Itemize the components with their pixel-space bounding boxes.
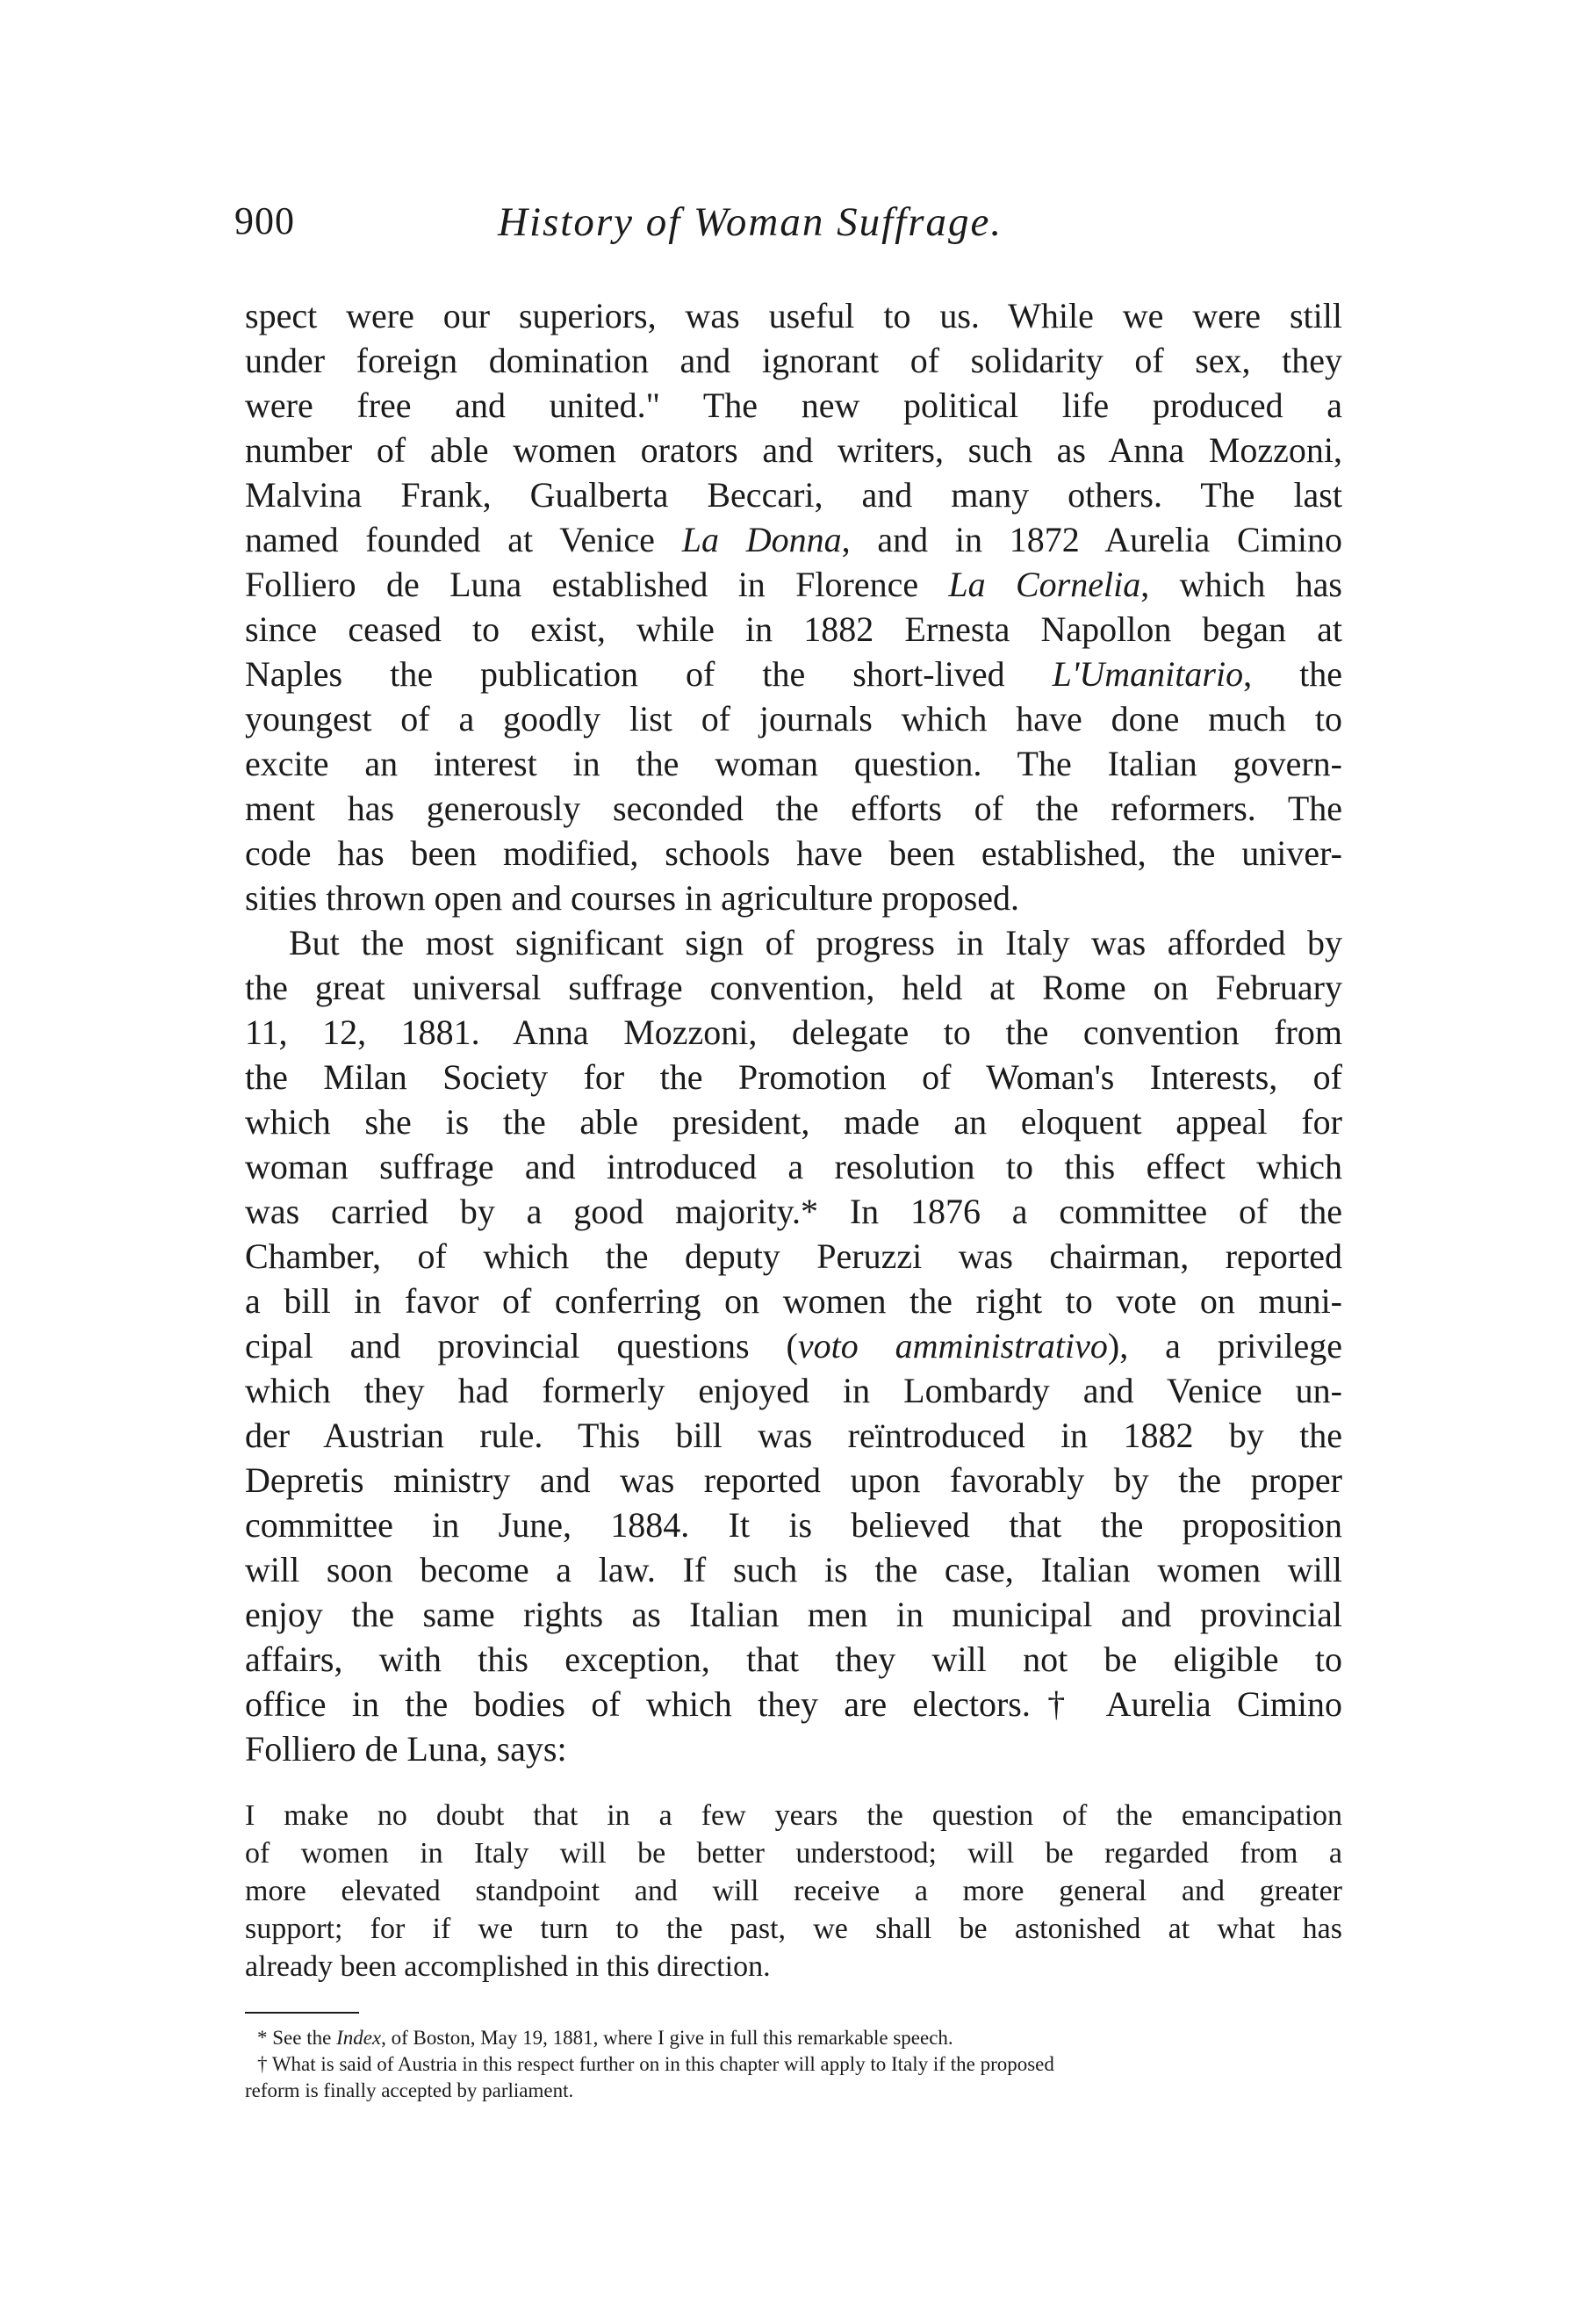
text-line: were free and united." The new political life produced a xyxy=(245,386,1342,425)
text-line xyxy=(245,517,1342,562)
footnote-text: reform is finally accepted by parliament. xyxy=(245,2079,574,2101)
text-line: But the most significant sign of progress in Italy was afforded by xyxy=(289,923,1342,962)
text-line: woman suffrage and introduced a resolution to this effect which xyxy=(245,1147,1342,1186)
page-number: 900 xyxy=(234,199,295,242)
quote-line: already been accomplished in this direction. xyxy=(245,1950,771,1983)
text-segment: Naples the publication of the short-lived xyxy=(245,654,1053,694)
quote-line: of women in Italy will be better understood; will be regarded from a xyxy=(245,1837,1342,1870)
text-segment: cipal and provincial questions ( xyxy=(245,1326,798,1366)
text-line: affairs, with this exception, that they will not be eligible to xyxy=(245,1639,1342,1679)
main-text xyxy=(245,293,1342,1771)
text-line: ment has generously seconded the efforts of the reformers. The xyxy=(245,789,1342,828)
text-line: spect were our superiors, was useful to us. While we were still xyxy=(245,296,1342,335)
text-line: enjoy the same rights as Italian men in municipal and provincial xyxy=(245,1595,1342,1634)
page-header xyxy=(234,198,1349,260)
running-title: History of Woman Suffrage. xyxy=(498,199,1003,245)
journal-title-umanitario: L'Umanitario xyxy=(1052,654,1244,694)
block-quote xyxy=(245,1797,1342,1985)
text-line: which she is the able president, made an eloquent appeal for xyxy=(245,1102,1342,1142)
text-line: code has been modified, schools have been established, the univer- xyxy=(245,833,1342,873)
text-line: was carried by a good majority.* In 1876 a committee of the xyxy=(245,1192,1342,1231)
text-line: youngest of a goodly list of journals which have done much to xyxy=(245,699,1342,739)
footnote-2-continued xyxy=(245,2078,1342,2104)
text-line: der Austrian rule. This bill was reïntroduced in 1882 by the xyxy=(245,1416,1342,1455)
footnote-divider xyxy=(245,2012,359,2014)
text-line: sities thrown open and courses in agriculture proposed. xyxy=(245,878,1020,918)
footnote-1 xyxy=(245,2025,1342,2051)
journal-title-la-donna: La Donna xyxy=(681,520,842,559)
text-line: under foreign domination and ignorant of solidarity of sex, they xyxy=(245,341,1342,380)
text-line: Chamber, of which the deputy Peruzzi was chairman, reported xyxy=(245,1236,1342,1276)
text-line xyxy=(245,652,1342,696)
text-segment: , and in 1872 Aurelia Cimino xyxy=(841,520,1342,559)
paragraph-1 xyxy=(245,293,1342,920)
footnote-text: * See the xyxy=(257,2027,337,2049)
text-segment: , the xyxy=(1243,654,1342,694)
text-line xyxy=(245,1323,1342,1368)
footnote-index-title: Index xyxy=(336,2027,382,2049)
text-line: which they had formerly enjoyed in Lombardy and Venice un- xyxy=(245,1371,1342,1410)
footnote-text: † What is said of Austria in this respect further on in this chapter will apply to Italy if the proposed xyxy=(257,2053,1054,2075)
text-line: Folliero de Luna, says: xyxy=(245,1729,567,1769)
text-line: office in the bodies of which they are electors.† Aurelia Cimino xyxy=(245,1684,1342,1724)
text-line: the Milan Society for the Promotion of Woman's Interests, of xyxy=(245,1057,1342,1097)
paragraph-2 xyxy=(245,920,1342,1771)
footnotes xyxy=(245,2025,1342,2104)
quote-line: more elevated standpoint and will receive a more general and greater xyxy=(245,1875,1342,1907)
text-line: since ceased to exist, while in 1882 Ernesta Napollon began at xyxy=(245,609,1342,649)
text-segment: named founded at Venice xyxy=(245,520,682,559)
text-line: will soon become a law. If such is the case, Italian women will xyxy=(245,1550,1342,1589)
footnote-text: , of Boston, May 19, 1881, where I give in full this remarkable speech. xyxy=(381,2027,953,2049)
journal-title-la-cornelia: La Cornelia xyxy=(948,565,1141,604)
text-line: 11, 12, 1881. Anna Mozzoni, delegate to the convention from xyxy=(245,1012,1342,1052)
text-line: excite an interest in the woman question. The Italian govern- xyxy=(245,744,1342,783)
quote-line: I make no doubt that in a few years the question of the emancipation xyxy=(245,1799,1342,1832)
text-line: the great universal suffrage convention, held at Rome on February xyxy=(245,968,1342,1007)
text-line: committee in June, 1884. It is believed that the proposition xyxy=(245,1505,1342,1545)
text-line: Malvina Frank, Gualberta Beccari, and many others. The last xyxy=(245,475,1342,515)
text-line: a bill in favor of conferring on women the right to vote on muni- xyxy=(245,1281,1342,1321)
footnote-2 xyxy=(245,2051,1342,2078)
text-segment: Folliero de Luna established in Florence xyxy=(245,565,949,604)
text-line: number of able women orators and writers, such as Anna Mozzoni, xyxy=(245,430,1342,470)
text-line xyxy=(245,562,1342,607)
term-voto-amministrativo: voto amministrativo xyxy=(797,1326,1108,1366)
quote-line: support; for if we turn to the past, we shall be astonished at what has xyxy=(245,1913,1342,1945)
text-line: Depretis ministry and was reported upon favorably by the proper xyxy=(245,1460,1342,1500)
text-segment: ), a privilege xyxy=(1107,1326,1342,1366)
text-segment: , which has xyxy=(1140,565,1342,604)
